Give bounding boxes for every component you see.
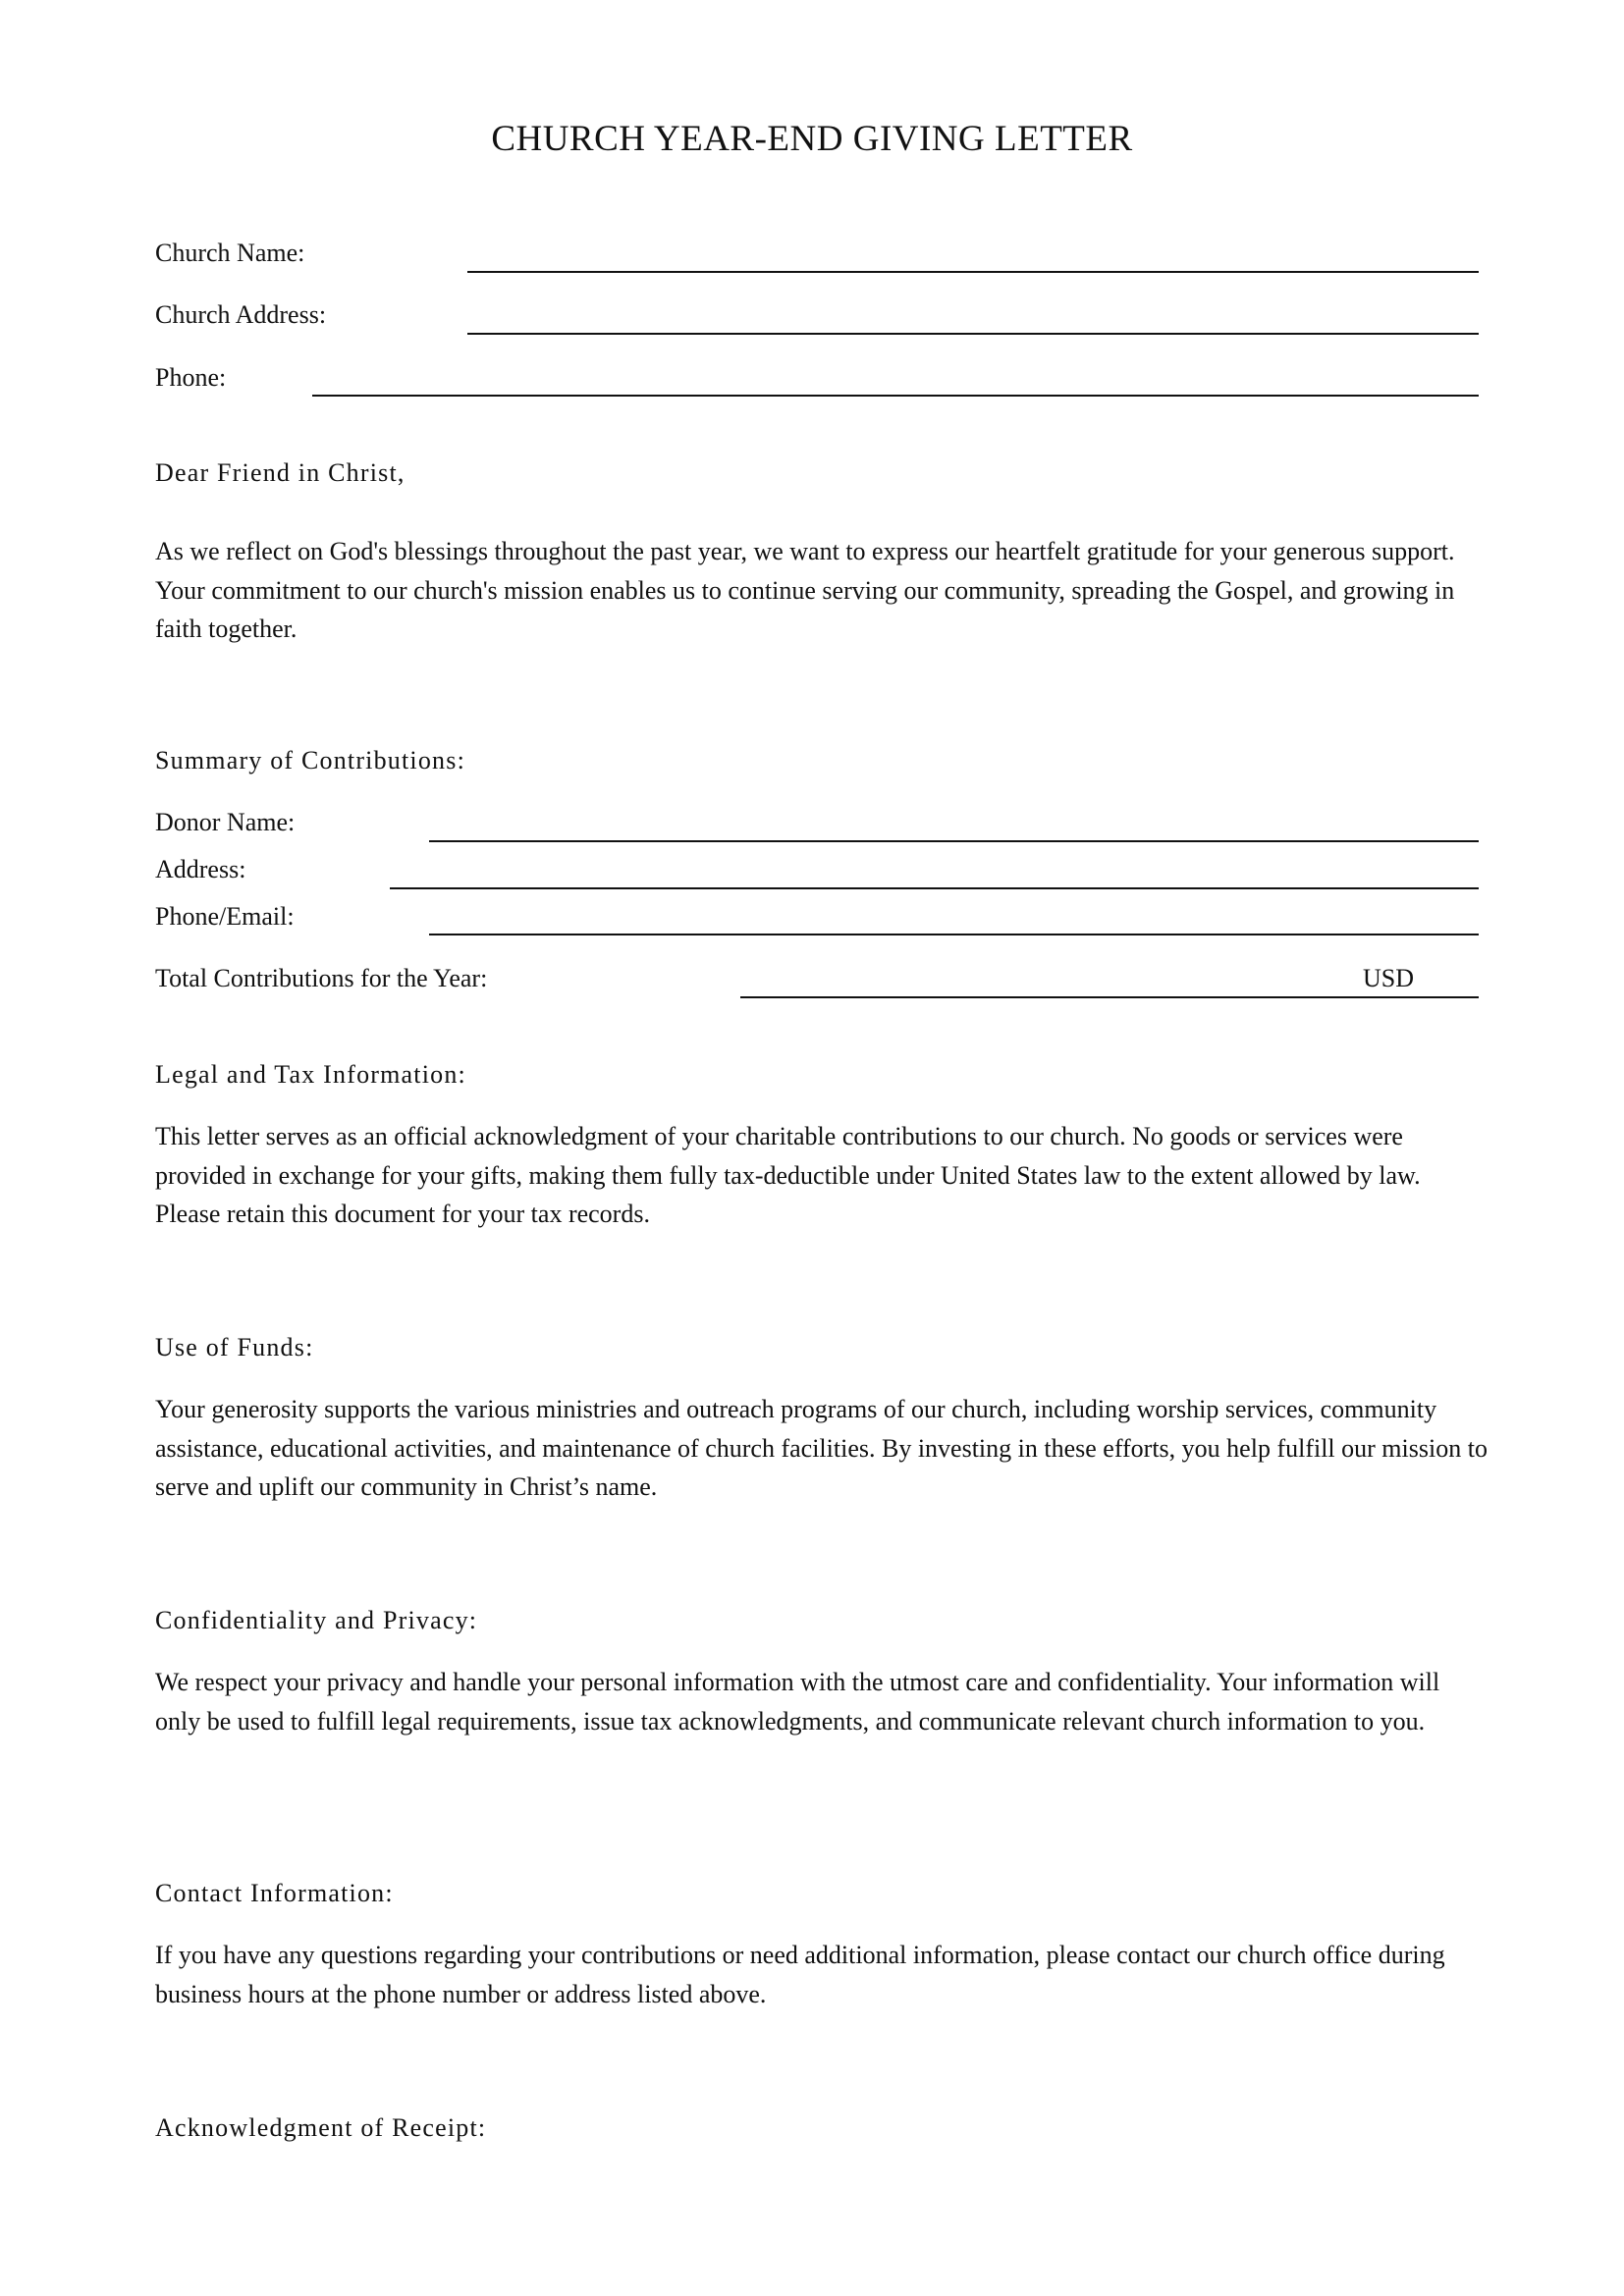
church-phone-label: Phone: bbox=[155, 363, 227, 392]
salutation: Dear Friend in Christ, bbox=[155, 458, 406, 487]
donor-address-label: Address: bbox=[155, 855, 246, 883]
funds-heading: Use of Funds: bbox=[155, 1333, 314, 1362]
page-title: CHURCH YEAR-END GIVING LETTER bbox=[491, 119, 1133, 159]
legal-heading: Legal and Tax Information: bbox=[155, 1060, 466, 1089]
church-address-field[interactable] bbox=[467, 333, 1479, 335]
receipt-heading: Acknowledgment of Receipt: bbox=[155, 2113, 487, 2142]
total-contributions-field[interactable] bbox=[740, 996, 1479, 998]
donor-name-field[interactable] bbox=[429, 840, 1479, 842]
church-name-field[interactable] bbox=[467, 271, 1479, 273]
intro-paragraph: As we reflect on God's blessings throughout the past year, we want to express our heartfelt gratitude for your generous support. Your commitment to our church's mission enables us to continue serving our community, spreading the Gospel, and growing in faith together. bbox=[155, 537, 1455, 643]
privacy-heading: Confidentiality and Privacy: bbox=[155, 1606, 478, 1634]
church-address-label: Church Address: bbox=[155, 300, 327, 329]
church-phone-field[interactable] bbox=[312, 395, 1479, 397]
currency-label: USD bbox=[1363, 964, 1415, 992]
summary-heading: Summary of Contributions: bbox=[155, 746, 465, 774]
total-contributions-label: Total Contributions for the Year: bbox=[155, 964, 488, 992]
donor-name-label: Donor Name: bbox=[155, 808, 296, 836]
donor-phone-email-label: Phone/Email: bbox=[155, 902, 295, 931]
church-name-label: Church Name: bbox=[155, 239, 305, 267]
funds-paragraph: Your generosity supports the various ministries and outreach programs of our church, including worship services, community assistance, educational activities, and maintenance of church facilities. By investing in these efforts, you help fulfill our mission to serve and uplift our community in Christ’s name. bbox=[155, 1395, 1488, 1501]
donor-address-field[interactable] bbox=[390, 887, 1479, 889]
contact-heading: Contact Information: bbox=[155, 1879, 394, 1907]
contact-paragraph: If you have any questions regarding your contributions or need additional information, please contact our church office during business hours at the phone number or address listed above. bbox=[155, 1941, 1445, 2008]
donor-phone-email-field[interactable] bbox=[429, 934, 1479, 935]
legal-paragraph: This letter serves as an official acknowledgment of your charitable contributions to our church. No goods or services were provided in exchange for your gifts, making them fully tax-deductible under United States law to the extent allowed by law. Please retain this document for your tax records. bbox=[155, 1122, 1421, 1228]
privacy-paragraph: We respect your privacy and handle your personal information with the utmost care and confidentiality. Your information will only be used to fulfill legal requirements, issue tax acknowledgments, and communicate relevant church information to you. bbox=[155, 1668, 1440, 1735]
